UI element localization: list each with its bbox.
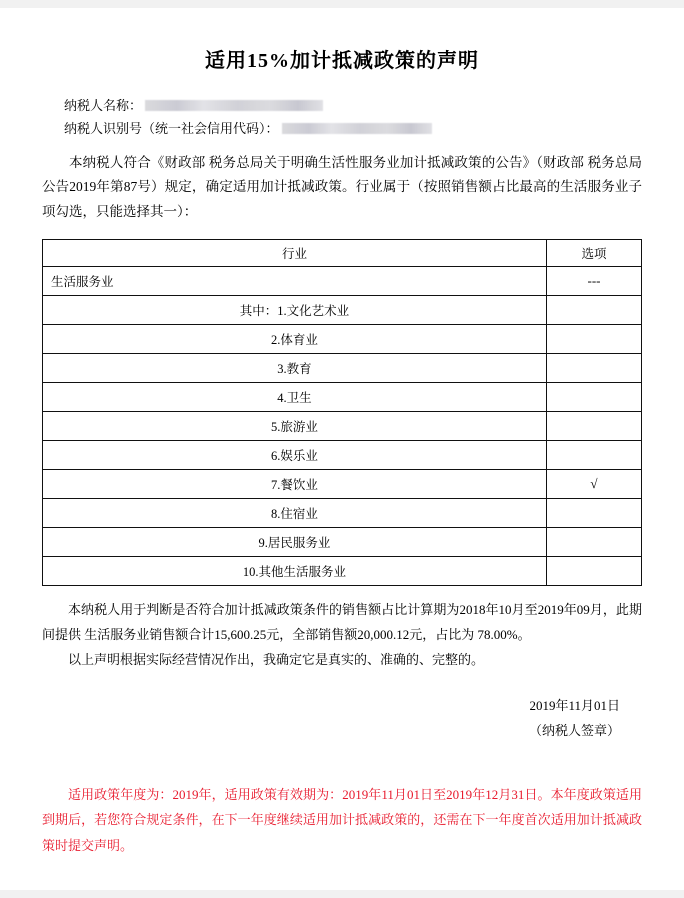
policy-notice: [42, 782, 642, 858]
industry-cell: 8.住宿业: [43, 499, 547, 528]
taxpayer-id-label: 纳税人识别号（统一社会信用代码）：: [64, 120, 279, 136]
option-cell[interactable]: [547, 528, 642, 557]
taxpayer-id-redacted-value: [282, 123, 432, 134]
column-header-option: 选项: [547, 240, 642, 267]
statement-paragraph-2: 以上声明根据实际经营情况作出，我确定它是真实的、准确的、完整的。: [68, 651, 485, 667]
industry-cell: 7.餐饮业: [43, 470, 547, 499]
industry-cell: 2.体育业: [43, 325, 547, 354]
option-cell[interactable]: [547, 499, 642, 528]
taxpayer-name-redacted-value: [145, 100, 323, 111]
table-header-row: [43, 240, 642, 267]
table-row: [43, 383, 642, 412]
table-row: [43, 296, 642, 325]
intro-paragraph: 本纳税人符合《财政部 税务总局关于明确生活性服务业加计抵减政策的公告》（财政部 税务总局公告2019年第87号）规定，确定适用加计抵减政策。行业属于（按照销售额占比最高的生活服务业子项勾选，只能选择其一）：: [42, 154, 642, 220]
option-cell[interactable]: [547, 383, 642, 412]
taxpayer-name-row: [64, 95, 642, 118]
option-cell[interactable]: [547, 412, 642, 441]
taxpayer-identity-block: [64, 95, 642, 141]
sign-label: （纳税人签章）: [528, 723, 620, 739]
option-cell[interactable]: [547, 354, 642, 383]
statement-block: [42, 598, 642, 672]
table-row: [43, 499, 642, 528]
industry-cell: 5.旅游业: [43, 412, 547, 441]
table-row: [43, 325, 642, 354]
option-cell[interactable]: [547, 441, 642, 470]
page-title: 适用15%加计抵减政策的声明: [205, 50, 479, 72]
table-row: [43, 441, 642, 470]
table-row: [43, 528, 642, 557]
column-header-industry: 行业: [43, 240, 547, 267]
taxpayer-id-row: [64, 118, 642, 141]
industry-cell: 6.娱乐业: [43, 441, 547, 470]
industry-selection-table: [42, 239, 642, 586]
industry-cell: 4.卫生: [43, 383, 547, 412]
table-row: [43, 267, 642, 296]
industry-cell: 生活服务业: [43, 267, 547, 296]
option-cell[interactable]: √: [547, 470, 642, 499]
industry-cell: 其中：1.文化艺术业: [43, 296, 547, 325]
option-cell[interactable]: [547, 557, 642, 586]
industry-cell: 3.教育: [43, 354, 547, 383]
table-row: [43, 354, 642, 383]
table-row: [43, 557, 642, 586]
statement-paragraph-1: 本纳税人用于判断是否符合加计抵减政策条件的销售额占比计算期为2018年10月至2019年09月，此期间提供 生活服务业销售额合计15,600.25元，全部销售额20,000.12元，占比为 78.00%。: [42, 602, 642, 643]
table-row: [43, 470, 642, 499]
option-cell[interactable]: ---: [547, 267, 642, 296]
taxpayer-name-label: 纳税人名称：: [64, 98, 143, 113]
sign-date: 2019年11月01日: [529, 698, 620, 714]
option-cell[interactable]: [547, 325, 642, 354]
option-cell[interactable]: [547, 296, 642, 325]
signature-block: [42, 694, 642, 743]
industry-cell: 10.其他生活服务业: [43, 557, 547, 586]
industry-cell: 9.居民服务业: [43, 528, 547, 557]
policy-notice-text: 适用政策年度为：2019年，适用政策有效期为：2019年11月01日至2019年12月31日。本年度政策适用到期后，若您符合规定条件，在下一年度继续适用加计抵减政策的，还需在下一年度首次适用加计抵减政策时提交声明。: [42, 786, 642, 853]
table-row: [43, 412, 642, 441]
